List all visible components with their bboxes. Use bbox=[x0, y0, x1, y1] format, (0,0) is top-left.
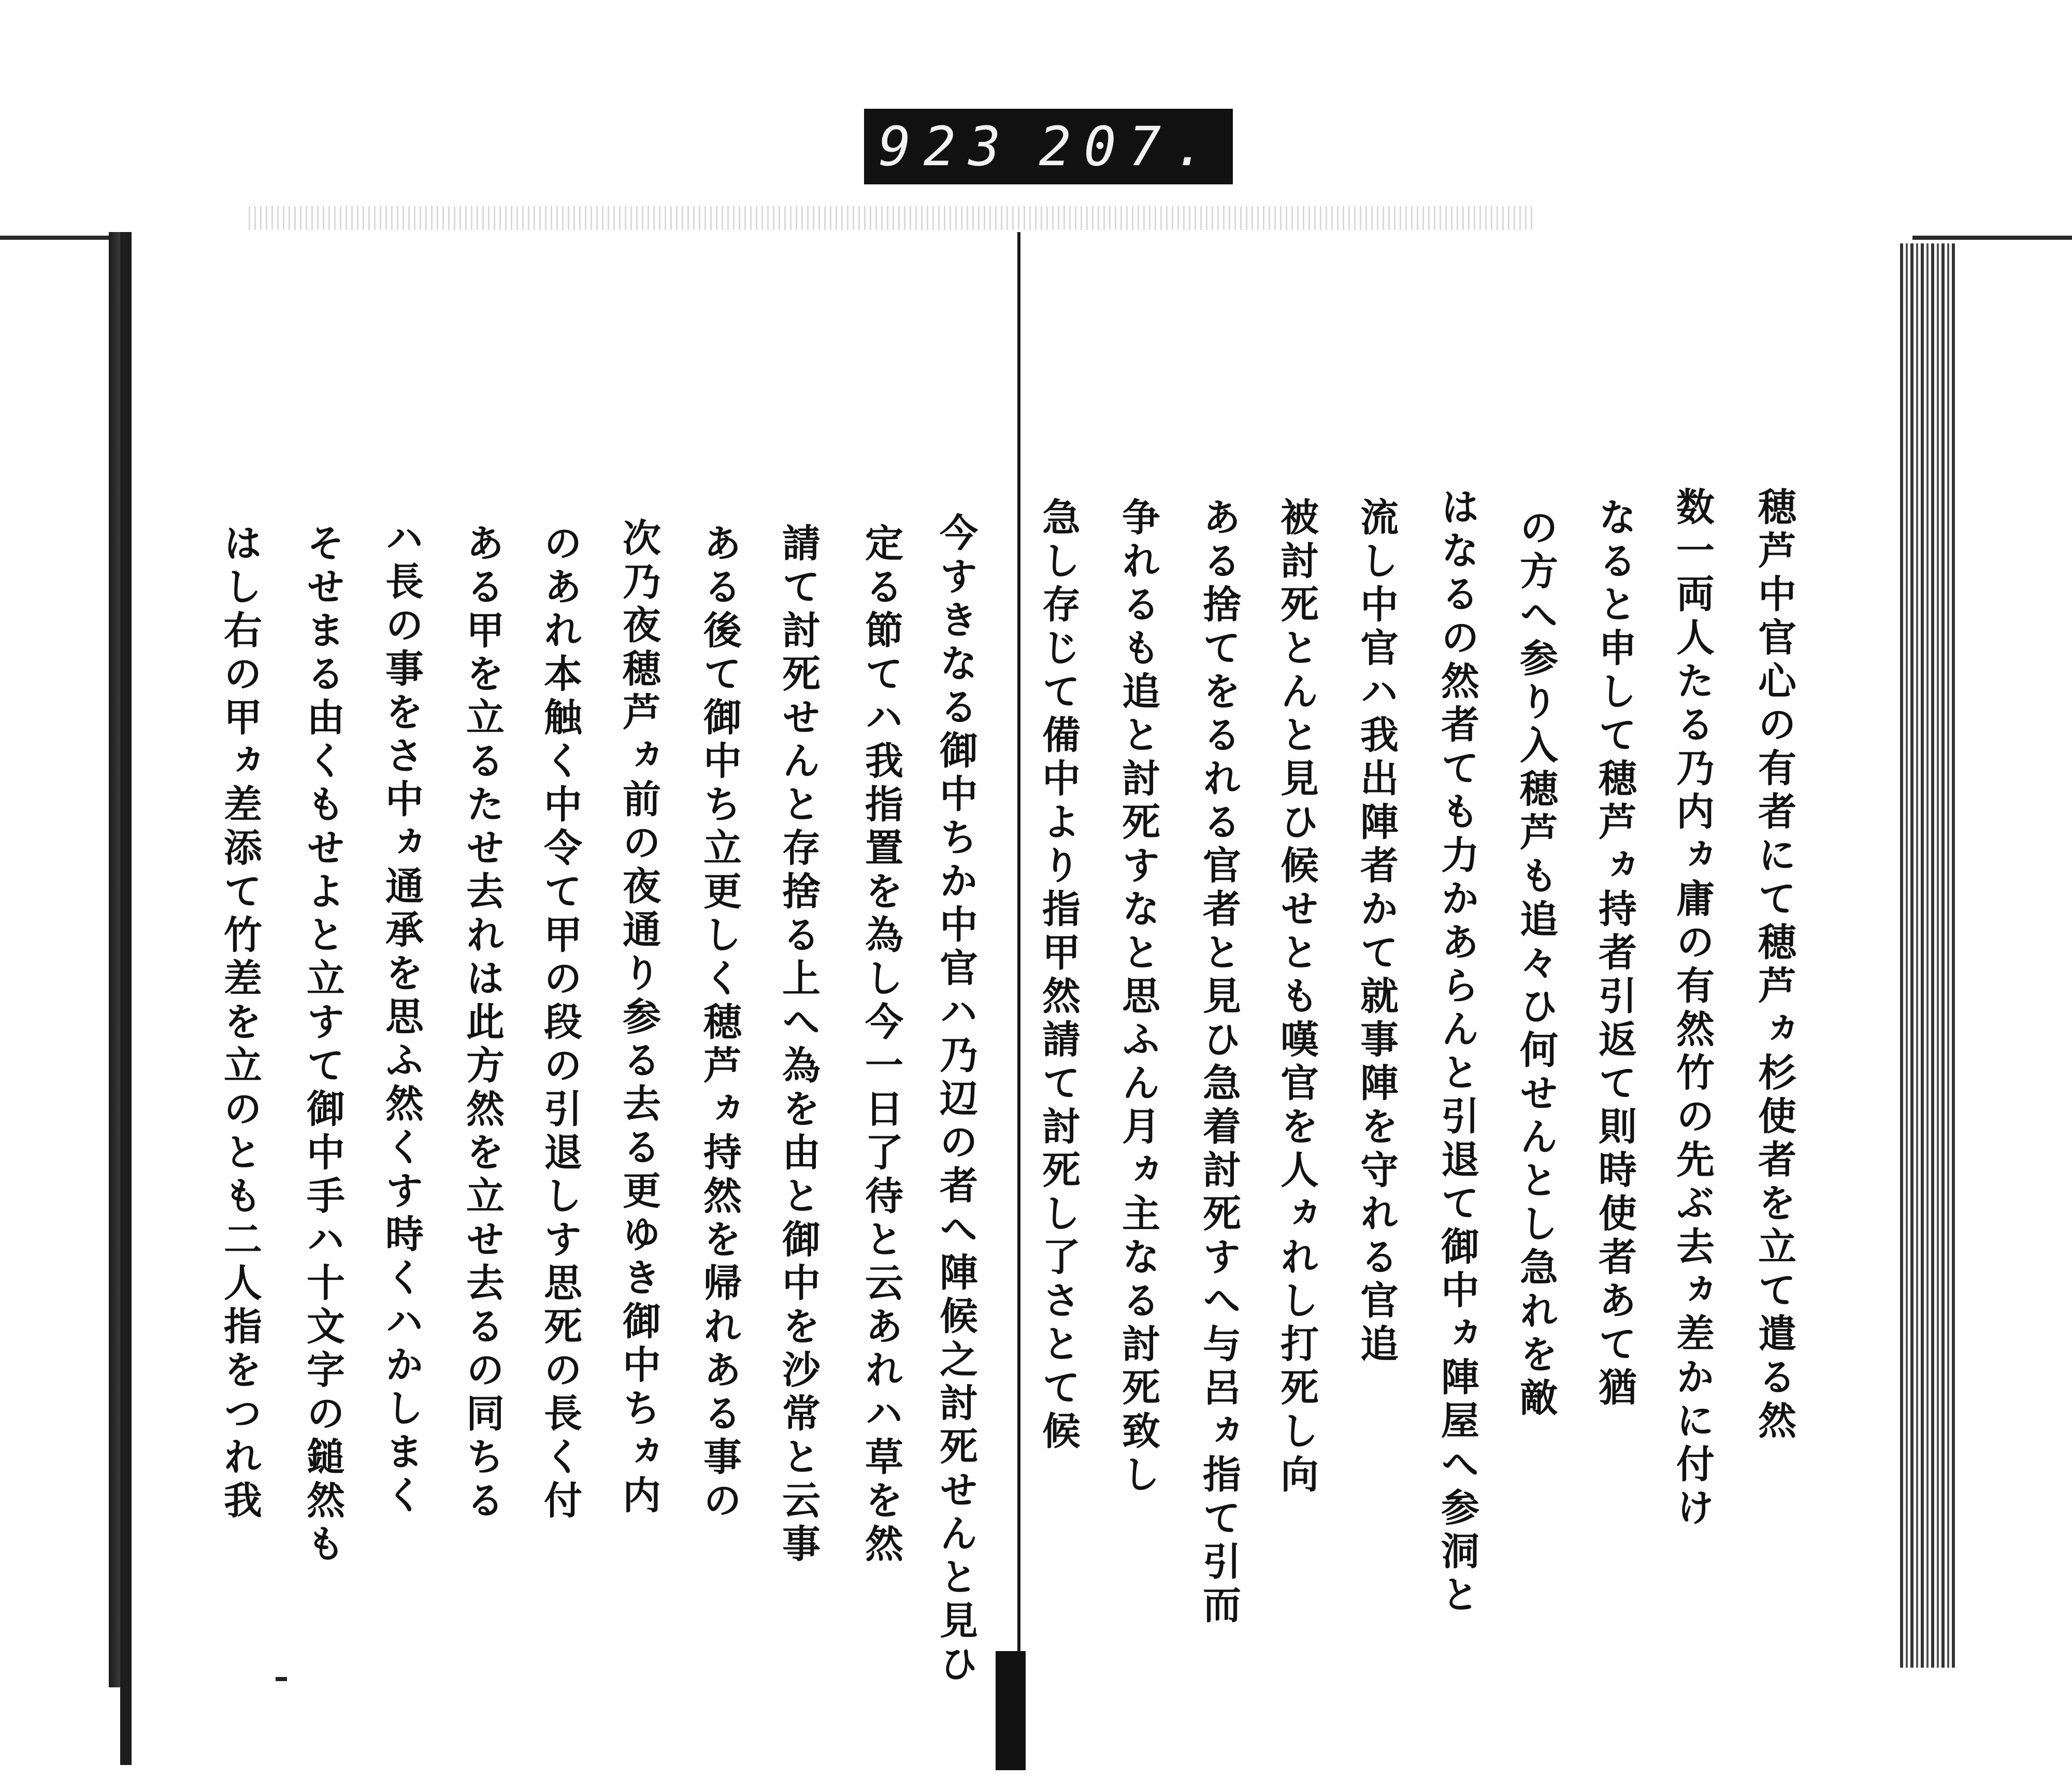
left-page-line-10: はし右の甲ヵ差添て竹差を立のとも二人指をつれ我 bbox=[218, 523, 262, 1524]
left-page-line-8: ハ長の事をさ中ヵ通承を思ふ然くす時くハかしまく bbox=[379, 518, 424, 1518]
right-page-line-4: の方へ参り入穂芦も追々ひ何せんとし急れを敵 bbox=[1514, 508, 1558, 1421]
gutter-shadow bbox=[996, 1651, 1026, 1770]
right-page-line-7: 被討死とんと見ひ候せとも嘆官を人ヵれし打死し向 bbox=[1274, 497, 1319, 1498]
frame-counter-label bbox=[864, 109, 1233, 184]
right-page-line-2: 数一両人たる乃内ヵ庸の有然竹の先ぶ去ヵ差かに付け bbox=[1670, 487, 1715, 1531]
left-page-line-2: 定る節てハ我指置を為し今一日了待と云あれハ草を然 bbox=[859, 523, 903, 1567]
right-page-line-1: 穂芦中官心の有者にて穂芦ヵ杉使者を立て遣る然 bbox=[1752, 487, 1796, 1444]
right-page-line-8: ある捨てをるれる官者と見ひ急着討死すへ与呂ヵ指て引而 bbox=[1197, 497, 1241, 1628]
left-page-line-9: そせまる由くもせよと立すて御中手ハ十文字の鎚然も bbox=[300, 523, 345, 1567]
gutter-line bbox=[1017, 232, 1020, 1765]
right-page-line-3: なると申して穂芦ヵ持者引返て則時使者あて猶 bbox=[1592, 497, 1637, 1411]
frame-counter-right: 207. bbox=[1039, 115, 1218, 178]
left-page-line-7: ある甲を立るたせ去れは此方然を立せ去るの同ちる bbox=[460, 523, 505, 1524]
right-page-edge-stack bbox=[1900, 243, 1957, 1668]
right-page-line-6: 流し中官ハ我出陣者かて就事陣を守れる官追 bbox=[1354, 497, 1399, 1367]
frame-counter-left: 923 bbox=[879, 115, 1013, 178]
left-page-line-3: 請て討死せんと存捨る上へ為を由と御中を沙常と云事 bbox=[776, 523, 821, 1567]
right-page-line-9: 争れるも追と討死すなと思ふん月ヵ主なる討死致し bbox=[1116, 497, 1160, 1498]
right-page-line-5: はなるの然者ても力かあらんと引退て御中ヵ陣屋へ参洞と bbox=[1435, 487, 1479, 1618]
stray-ink-mark bbox=[276, 1677, 287, 1681]
scan-noise-strip bbox=[249, 206, 1533, 230]
left-page-line-4: ある後て御中ち立更しく穂芦ヵ持然を帰れある事の bbox=[697, 523, 742, 1524]
left-page-line-6: のあれ本触く中令て甲の段の引退しす思死の長く付 bbox=[538, 523, 582, 1524]
right-page-line-10: 急し存じて備中より指甲然請て討死し了さとて候 bbox=[1036, 497, 1081, 1454]
left-page-line-5: 次乃夜穂芦ヵ前の夜通り参る去る更ゆき御中ちヵ内 bbox=[616, 518, 661, 1518]
left-page-line-1: 今すきなる御中ちか中官ハ乃辺の者へ陣候之討死せんと見ひ bbox=[933, 513, 978, 1687]
